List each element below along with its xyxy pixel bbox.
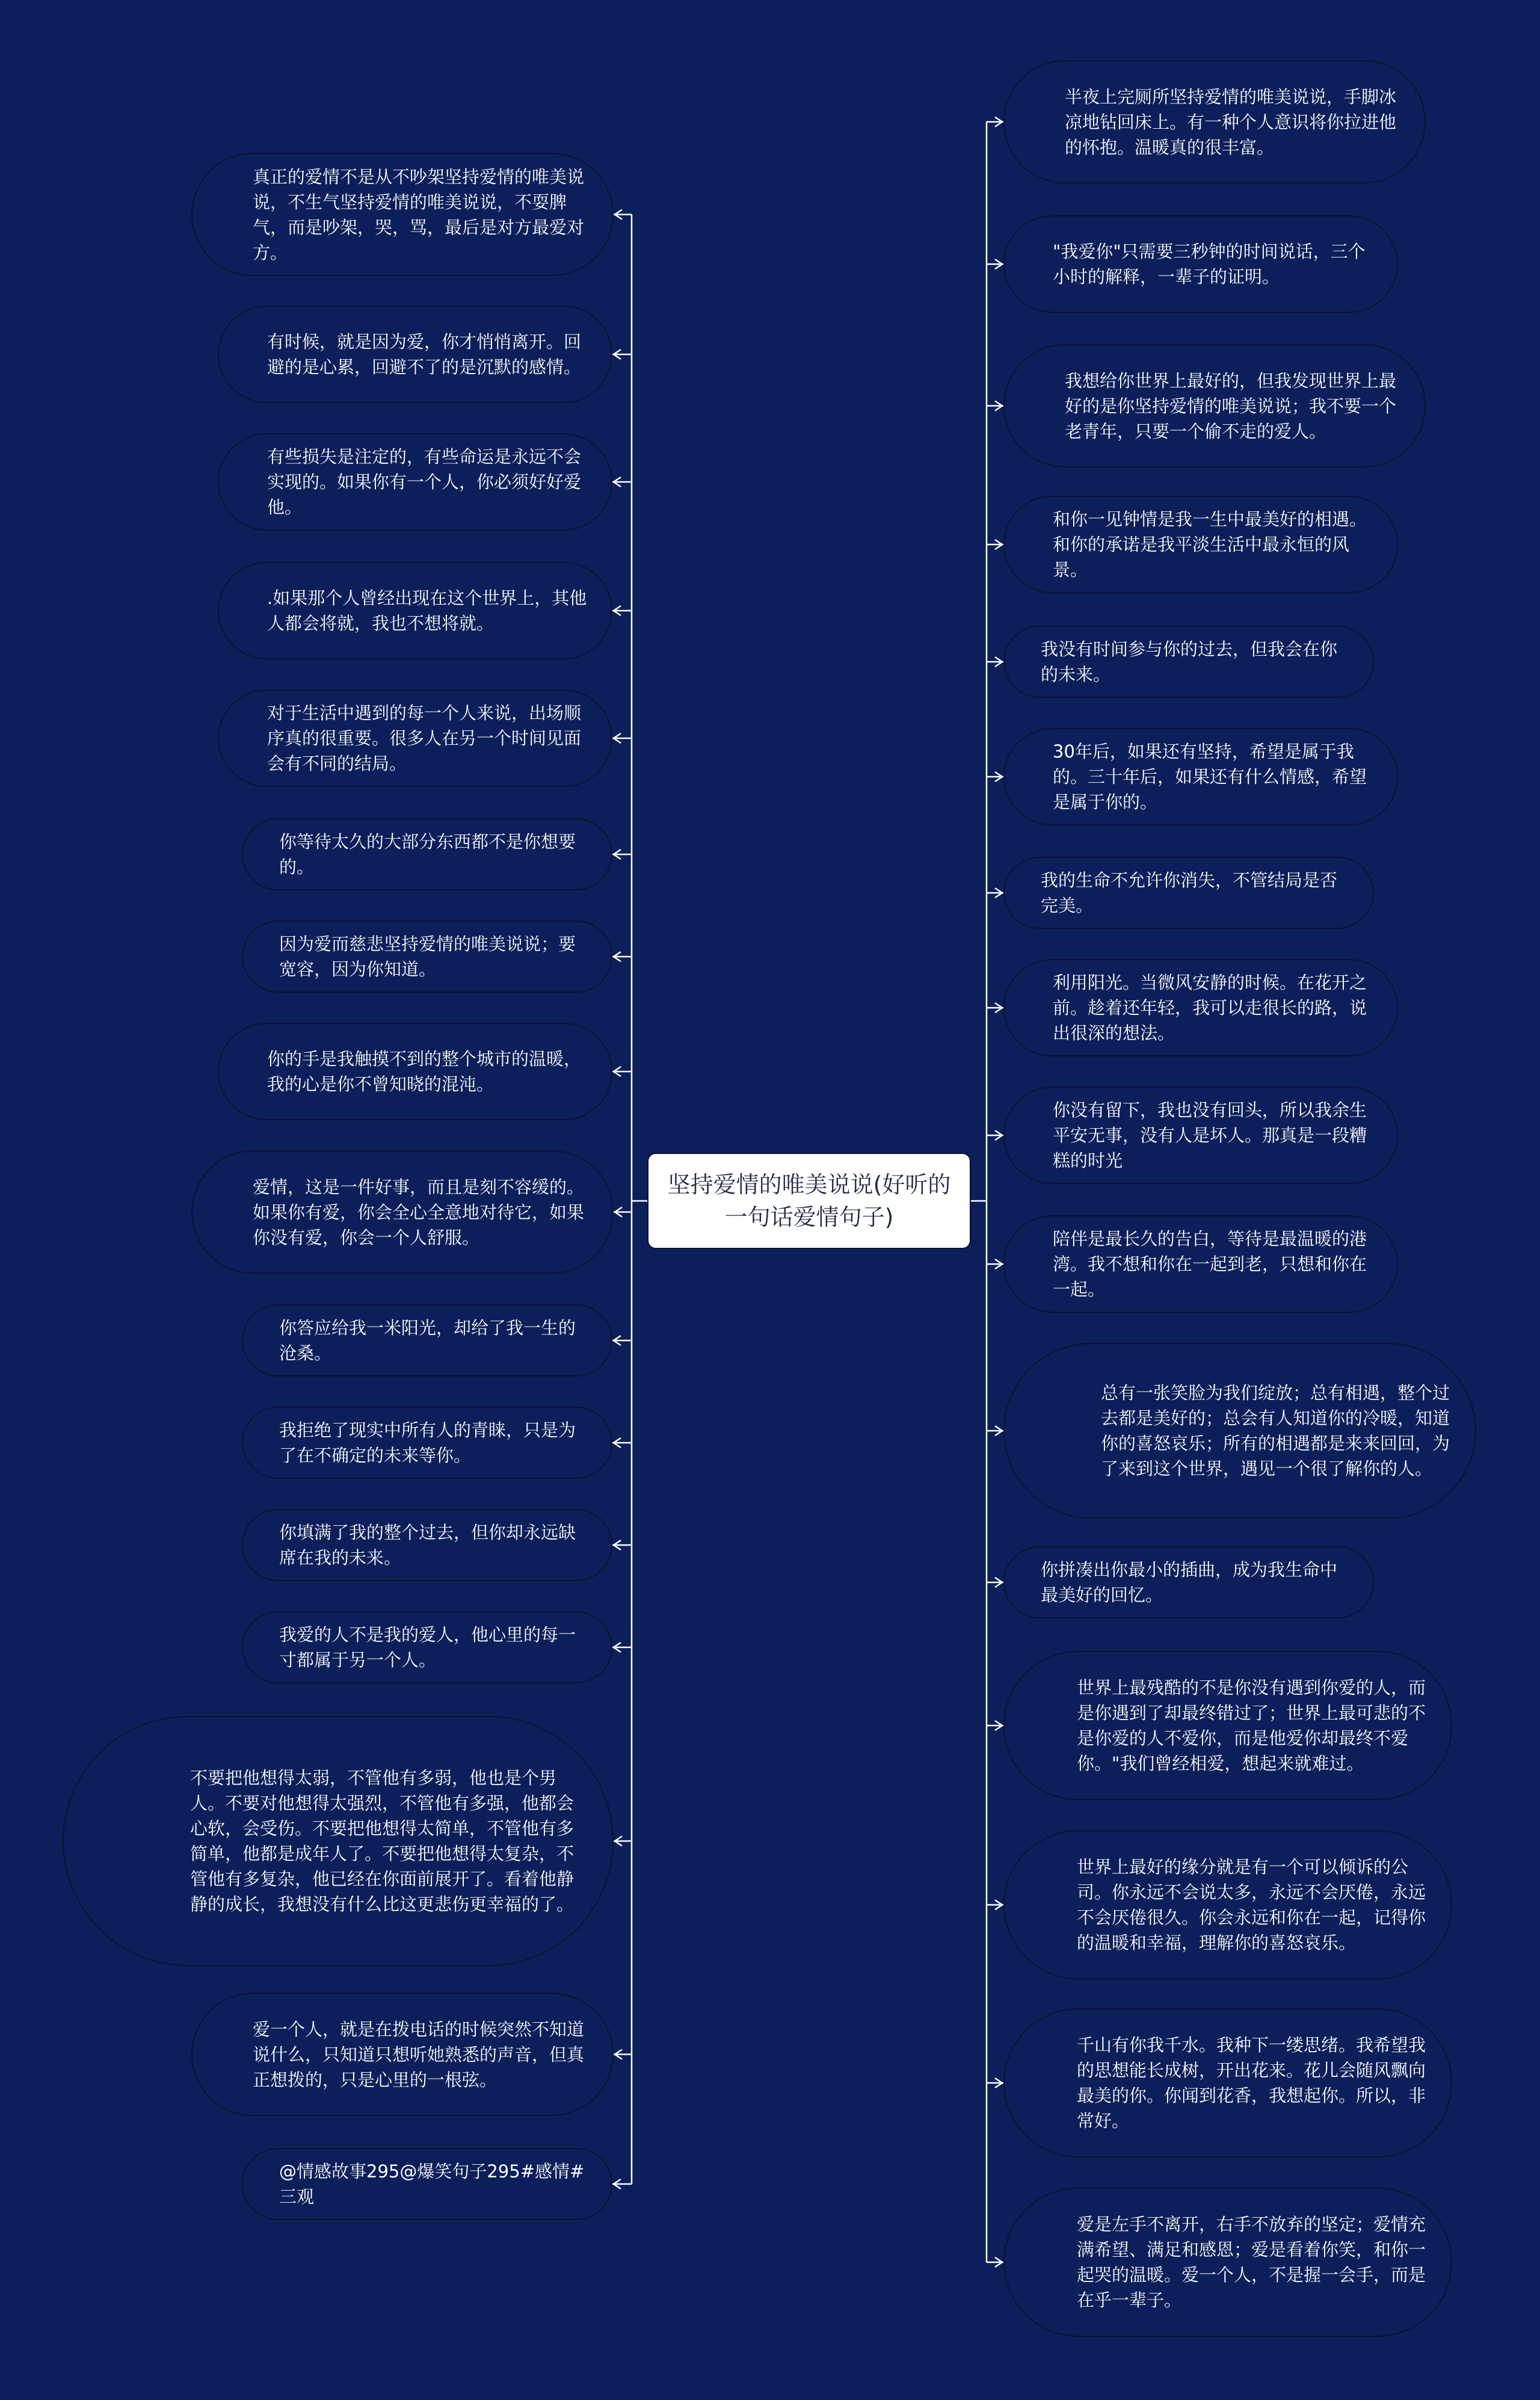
left-node[interactable] xyxy=(242,1304,612,1377)
left-node-text: 你的手是我触摸不到的整个城市的温暖，我的心是你不曾知晓的混沌。 xyxy=(267,1049,582,1094)
left-node-text: 不要把他想得太弱，不管他有多弱，他也是个男人。不要对他想得太强烈，不管他有多强，他都会心软，会受伤。不要把他想得太简单，不管他有多简单，他都是成年人了。不要把他想得太复杂，不管他有多复杂，他已经在你面前展开了。看着他静静的成长，我想没有什么比这更悲伤更幸福的了。 xyxy=(190,1768,574,1914)
right-node-text: 30年后，如果还有坚持，希望是属于我的。三十年后，如果还有什么情感，希望是属于你的。 xyxy=(1053,741,1367,812)
right-node[interactable] xyxy=(1003,728,1398,825)
root-topic-label: 坚持爱情的唯美说说(好听的一句话爱情句子) xyxy=(667,1171,951,1230)
left-node[interactable] xyxy=(242,2148,612,2220)
left-node-text: 我拒绝了现实中所有人的青睐，只是为了在不确定的未来等你。 xyxy=(279,1420,576,1466)
right-node[interactable] xyxy=(1003,1215,1398,1313)
right-node[interactable] xyxy=(1003,857,1374,929)
left-node-text: 有些损失是注定的，有些命运是永远不会实现的。如果你有一个人，你必须好好爱他。 xyxy=(267,446,582,517)
left-node-text: 对于生活中遇到的每一个人来说，出场顺序真的很重要。很多人在另一个时间见面会有不同的结局。 xyxy=(267,703,582,774)
left-node-text: 你填满了我的整个过去，但你却永远缺席在我的未来。 xyxy=(279,1522,576,1568)
left-node[interactable] xyxy=(191,1993,614,2116)
right-node[interactable] xyxy=(1003,1087,1398,1184)
left-node-text: 我爱的人不是我的爱人，他心里的每一寸都属于另一个人。 xyxy=(279,1624,576,1670)
left-node[interactable] xyxy=(218,433,612,531)
right-node[interactable] xyxy=(1003,215,1398,313)
right-node-text: 和你一见钟情是我一生中最美好的相遇。和你的承诺是我平淡生活中最永恒的风景。 xyxy=(1053,509,1367,580)
right-node-text: 你拼凑出你最小的插曲，成为我生命中最美好的回忆。 xyxy=(1041,1559,1338,1605)
left-node-text: 有时候，就是因为爱，你才悄悄离开。回避的是心累，回避不了的是沉默的感情。 xyxy=(267,332,582,377)
left-node[interactable] xyxy=(63,1716,614,1966)
left-node-text: 爱情，这是一件好事，而且是刻不容缓的。如果你有爱，你会全心全意地对待它，如果你没有爱，你会一个人舒服。 xyxy=(253,1176,585,1248)
left-node[interactable] xyxy=(191,1150,614,1274)
right-node[interactable] xyxy=(1003,496,1398,593)
right-node-text: 总有一张笑脸为我们绽放；总有相遇，整个过去都是美好的；总会有人知道你的冷暖，知道你的喜怒哀乐；所有的相遇都是来来回回，为了来到这个世界，遇见一个很了解你的人。 xyxy=(1101,1383,1450,1479)
left-node-text: 因为爱而慈悲坚持爱情的唯美说说；要宽容，因为你知道。 xyxy=(279,934,576,979)
left-node[interactable] xyxy=(218,306,612,403)
left-node-text: 真正的爱情不是从不吵架坚持爱情的唯美说说，不生气坚持爱情的唯美说说，不耍脾气，而是吵架，哭，骂，最后是对方最爱对方。 xyxy=(253,166,585,263)
right-node-text: 千山有你我千水。我种下一缕思绪。我希望我的思想能长成树，开出花来。花儿会随风飘向最美的你。你闻到花香，我想起你。所以，非常好。 xyxy=(1077,2035,1426,2131)
right-node-text: 爱是左手不离开，右手不放弃的坚定；爱情充满希望、满足和感恩；爱是看着你笑，和你一起哭的温暖。爱一个人，不是握一会手，而是在乎一辈子。 xyxy=(1077,2214,1426,2310)
left-node[interactable] xyxy=(191,153,614,276)
left-node-text: 你等待太久的大部分东西都不是你想要的。 xyxy=(279,831,576,877)
right-node[interactable] xyxy=(1003,959,1398,1057)
left-node-text: 你答应给我一米阳光，却给了我一生的沧桑。 xyxy=(279,1318,576,1363)
right-node[interactable] xyxy=(1003,2188,1452,2337)
right-node-text: 你没有留下，我也没有回头，所以我余生平安无事，没有人是坏人。那真是一段糟糕的时光 xyxy=(1053,1100,1367,1171)
right-node-text: 世界上最残酷的不是你没有遇到你爱的人，而是你遇到了却最终错过了；世界上最可悲的不是你爱的人不爱你，而是他爱你却最终不爱你。"我们曾经相爱，想起来就难过。 xyxy=(1077,1677,1426,1774)
left-node[interactable] xyxy=(242,818,612,890)
right-node[interactable] xyxy=(1003,626,1374,698)
left-node[interactable] xyxy=(218,562,612,659)
right-node[interactable] xyxy=(1003,1830,1452,1979)
root-topic[interactable] xyxy=(647,1153,971,1249)
right-node-text: 我没有时间参与你的过去，但我会在你的未来。 xyxy=(1041,639,1338,685)
left-node[interactable] xyxy=(242,1407,612,1479)
right-node-text: 半夜上完厕所坚持爱情的唯美说说，手脚冰凉地钻回床上。有一种个人意识将你拉进他的怀抱。温暖真的很丰富。 xyxy=(1065,86,1397,158)
right-node[interactable] xyxy=(1003,2008,1452,2158)
right-node[interactable] xyxy=(1003,1343,1476,1519)
left-node[interactable] xyxy=(242,921,612,993)
right-node-text: 我的生命不允许你消失，不管结局是否完美。 xyxy=(1041,870,1338,916)
left-node[interactable] xyxy=(242,1611,612,1683)
right-node-text: 陪伴是最长久的告白，等待是最温暖的港湾。我不想和你在一起到老，只想和你在一起。 xyxy=(1053,1229,1367,1300)
left-node-text: @情感故事295@爆笑句子295#感情#三观 xyxy=(279,2161,585,2207)
right-node-text: 我想给你世界上最好的，但我发现世界上最好的是你坚持爱情的唯美说说；我不要一个老青年，只要一个偷不走的爱人。 xyxy=(1065,370,1397,442)
left-node-text: 爱一个人，就是在拨电话的时候突然不知道说什么，只知道只想听她熟悉的声音，但真正想拨的，只是心里的一根弦。 xyxy=(253,2019,585,2090)
right-node-text: "我爱你"只需要三秒钟的时间说话，三个小时的解释，一辈子的证明。 xyxy=(1053,241,1366,287)
left-node[interactable] xyxy=(218,1023,612,1120)
right-node[interactable] xyxy=(1003,60,1426,184)
left-node[interactable] xyxy=(218,689,612,787)
left-node-text: .如果那个人曾经出现在这个世界上，其他人都会将就，我也不想将就。 xyxy=(267,588,587,634)
right-node[interactable] xyxy=(1003,1546,1374,1618)
right-node-text: 世界上最好的缘分就是有一个可以倾诉的公司。你永远不会说太多，永远不会厌倦，永远不会厌倦很久。你会永远和你在一起，记得你的温暖和幸福，理解你的喜怒哀乐。 xyxy=(1077,1857,1426,1953)
right-node[interactable] xyxy=(1003,1651,1452,1800)
right-node[interactable] xyxy=(1003,344,1426,467)
right-node-text: 利用阳光。当微风安静的时候。在花开之前。趁着还年轻，我可以走很长的路，说出很深的想法。 xyxy=(1053,972,1367,1043)
left-node[interactable] xyxy=(242,1509,612,1581)
